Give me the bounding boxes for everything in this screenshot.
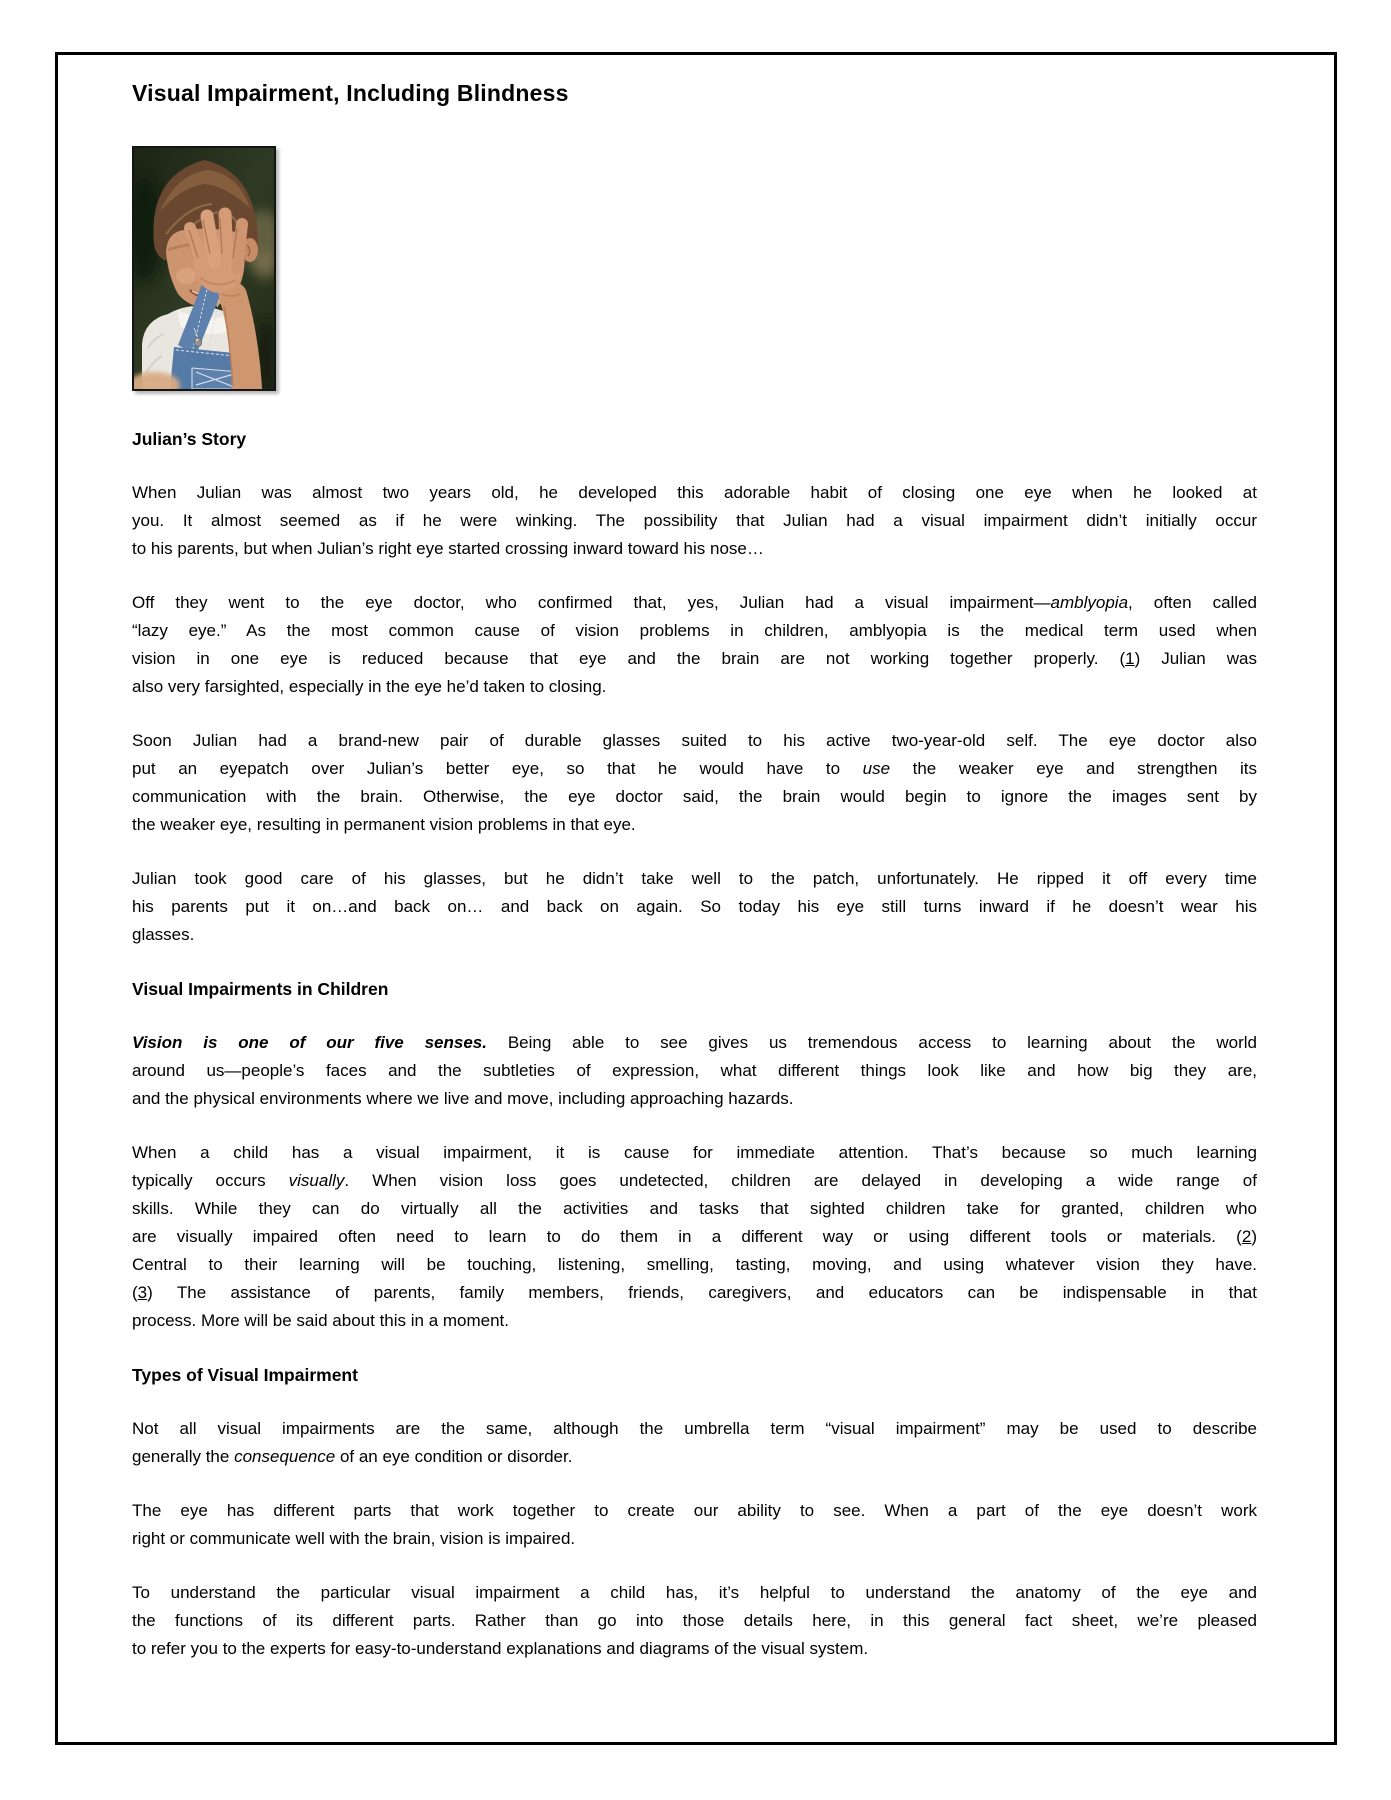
text-line [132,1279,1257,1307]
text-run: When Julian was almost two years old, he developed this adorable habit of closing one eye when he looked at [132,483,1257,502]
text-run: put an eyepatch over Julian’s better eye, so that he would have to [132,759,863,778]
text-run: Off they went to the eye doctor, who confirmed that, yes, Julian had a visual impairment— [132,593,1051,612]
text-run: Julian took good care of his glasses, but he didn’t take well to the patch, unfortunately. He ripped it off every time [132,869,1257,888]
child-photo-frame [132,146,276,391]
text-run: around us—people’s faces and the subtleties of expression, what different things look like and how big they are, [132,1061,1257,1080]
text-run: When a child has a visual impairment, it is cause for immediate attention. That’s because so much learning [132,1143,1257,1162]
text-line [132,1251,1257,1279]
text-run: Central to their learning will be touching, listening, smelling, tasting, moving, and using whatever vision they have. [132,1255,1257,1274]
text-run: vision in one eye is reduced because that eye and the brain are not working together properly. ( [132,649,1126,668]
text-run: Being able to see gives us tremendous access to learning about the world [486,1033,1257,1052]
text-line [132,1029,1257,1057]
text-run: communication with the brain. Otherwise, the eye doctor said, the brain would begin to ignore the images sent by [132,787,1257,806]
text-line [132,1579,1257,1607]
text-line [132,811,1257,839]
text-run: are visually impaired often need to learn to do them in a different way or using different tools or materials. ( [132,1227,1242,1246]
text-run: the functions of its different parts. Rather than go into those details here, in this general fact sheet, we’re pleased [132,1611,1257,1630]
text-line [132,1167,1257,1195]
text-run: ) The assistance of parents, family members, friends, caregivers, and educators can be indispensable in that [147,1283,1257,1302]
text-line [132,1415,1257,1443]
text-run: generally the [132,1447,235,1466]
text-line [132,1443,1257,1471]
document-title: Visual Impairment, Including Blindness [132,80,569,106]
paragraph [132,865,1257,949]
italic-text-run: visually [288,1171,345,1190]
paragraph [132,727,1257,839]
text-run: ( [132,1283,138,1302]
text-run: to refer you to the experts for easy-to-understand explanations and diagrams of the visual system. [132,1639,869,1658]
bold-italic-text-run: Vision is one of our five senses. [132,1033,487,1052]
text-run: and the physical environments where we live and move, including approaching hazards. [132,1089,794,1108]
text-line [132,617,1257,645]
text-run: right or communicate well with the brain, vision is impaired. [132,1529,576,1548]
text-line [132,1525,1257,1553]
text-line [132,1635,1257,1663]
text-run: process. More will be said about this in a moment. [132,1311,510,1330]
text-run: “lazy eye.” As the most common cause of vision problems in children, amblyopia is the medical term used when [132,621,1257,640]
text-line [132,783,1257,811]
text-run: The eye has different parts that work together to create our ability to see. When a part of the eye doesn’t work [132,1501,1257,1520]
text-line [132,865,1257,893]
text-run: the weaker eye and strengthen its [890,759,1257,778]
text-line [132,727,1257,755]
text-line [132,1223,1257,1251]
reference-link-1[interactable]: 1 [1125,649,1135,668]
text-line [132,1085,1257,1113]
text-run: glasses. [132,925,195,944]
paragraph [132,479,1257,563]
text-line [132,1195,1257,1223]
text-run: his parents put it on…and back on… and back on again. So today his eye still turns inward if he doesn’t wear his [132,897,1257,916]
text-run: skills. While they can do virtually all the activities and tasks that sighted children take for granted, children who [132,1199,1257,1218]
text-line [132,1139,1257,1167]
text-line [132,479,1257,507]
child-covering-eye-photo [134,148,274,389]
italic-text-run: use [862,759,891,778]
section-heading: Types of Visual Impairment [132,1365,358,1385]
text-line [132,1607,1257,1635]
text-line [132,1057,1257,1085]
paragraph [132,589,1257,701]
text-line [132,893,1257,921]
text-run: , often called [1128,593,1257,612]
reference-link-3[interactable]: 3 [137,1283,148,1302]
text-line [132,589,1257,617]
paragraph [132,1579,1257,1663]
text-run: . When vision loss goes undetected, children are delayed in developing a wide range of [344,1171,1257,1190]
text-run: to his parents, but when Julian’s right eye started crossing inward toward his nose… [132,539,764,558]
text-line [132,507,1257,535]
italic-text-run: amblyopia [1050,593,1129,612]
text-run: Soon Julian had a brand-new pair of durable glasses suited to his active two-year-old self. The eye doctor also [132,731,1257,750]
paragraph [132,1415,1257,1471]
reference-link-2[interactable]: 2 [1241,1227,1252,1246]
paragraph [132,1139,1257,1335]
text-line [132,1497,1257,1525]
document-body [132,425,1257,1663]
text-run: also very farsighted, especially in the eye he’d taken to closing. [132,677,607,696]
text-line [132,755,1257,783]
section-heading: Julian’s Story [132,429,247,449]
text-line [132,535,1257,563]
text-run: Not all visual impairments are the same, although the umbrella term “visual impairment” may be used to describe [132,1419,1257,1438]
italic-text-run: consequence [234,1447,336,1466]
text-run: typically occurs [132,1171,289,1190]
text-line [132,1307,1257,1335]
paragraph [132,1497,1257,1553]
text-run: you. It almost seemed as if he were winking. The possibility that Julian had a visual impairment didn’t initially occur [132,511,1257,530]
page-border-frame [55,52,1337,1745]
text-run: ) Julian was [1134,649,1257,668]
paragraph [132,1029,1257,1113]
text-run: of an eye condition or disorder. [335,1447,573,1466]
text-line [132,673,1257,701]
text-run: To understand the particular visual impairment a child has, it’s helpful to understand the anatomy of the eye and [132,1583,1257,1602]
section-heading: Visual Impairments in Children [132,979,389,999]
text-line [132,921,1257,949]
text-run: the weaker eye, resulting in permanent vision problems in that eye. [132,815,636,834]
text-line [132,645,1257,673]
text-run: ) [1251,1227,1257,1246]
